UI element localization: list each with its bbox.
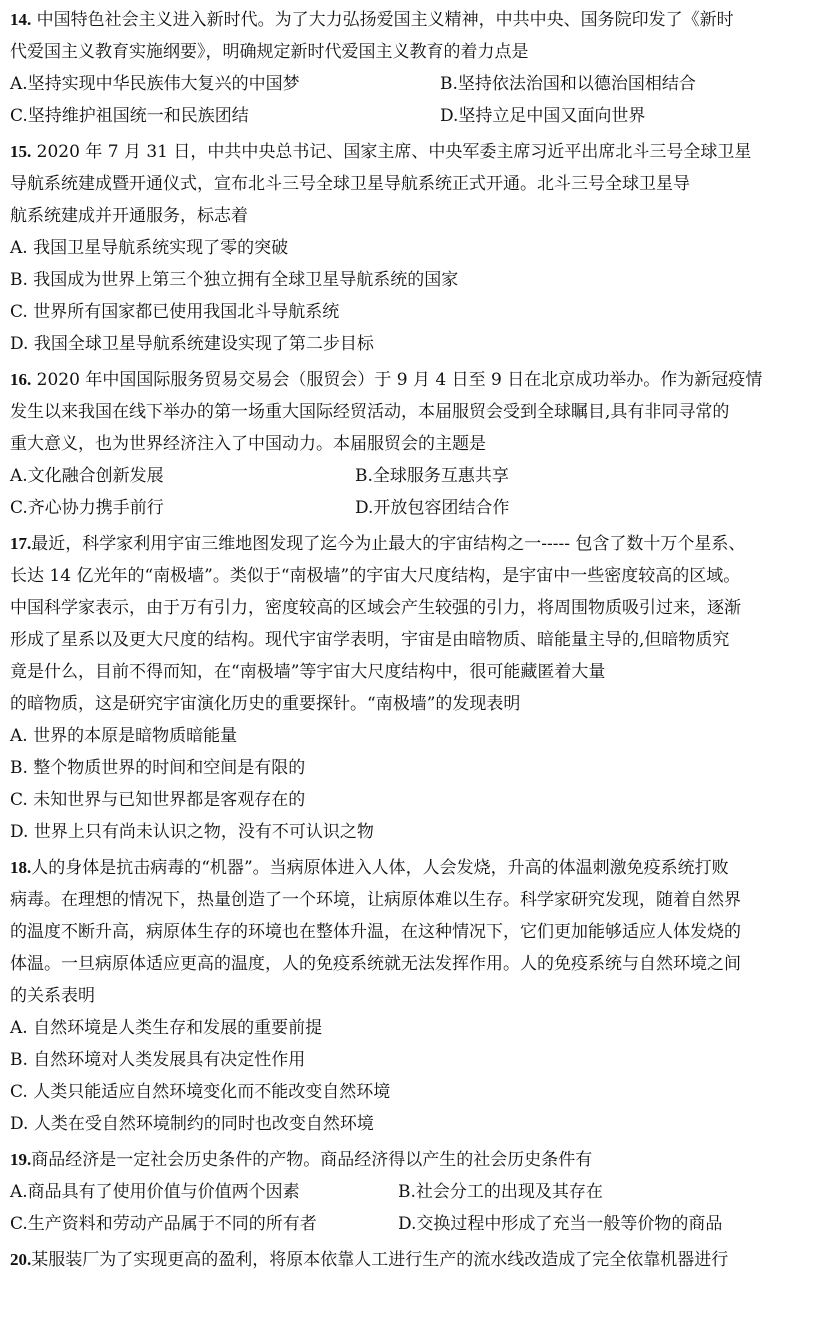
option-b: B.社会分工的出现及其存在	[398, 1182, 603, 1202]
question-text: 商品经济是一定社会历史条件的产物。商品经济得以产生的社会历史条件有	[31, 1150, 593, 1170]
question-line	[10, 852, 808, 884]
question-17	[10, 528, 808, 848]
question-20	[10, 1244, 808, 1276]
question-text: 2020 年中国国际服务贸易交易会（服贸会）于 9 月 4 日至 9 日在北京成功举办。作为新冠疫情	[31, 370, 763, 390]
question-19	[10, 1144, 808, 1240]
question-number: 14.	[10, 10, 32, 29]
question-text: 代爱国主义教育实施纲要》，明确规定新时代爱国主义教育的着力点是	[10, 42, 529, 62]
question-text: 最近，科学家利用宇宙三维地图发现了迄今为止最大的宇宙结构之一----- 包含了数十万个星系、	[31, 534, 746, 554]
option-b: B. 自然环境对人类发展具有决定性作用	[10, 1050, 306, 1070]
question-text: 导航系统建成暨开通仪式，宣布北斗三号全球卫星导航系统正式开通。北斗三号全球卫星导	[10, 174, 690, 194]
question-line	[10, 1144, 808, 1176]
question-text: 体温。一旦病原体适应更高的温度，人的免疫系统就无法发挥作用。人的免疫系统与自然环境之间	[10, 954, 741, 974]
option-c: C. 世界所有国家都已使用我国北斗导航系统	[10, 302, 340, 322]
question-number: 17.	[10, 534, 32, 553]
option-c: C.坚持维护祖国统一和民族团结	[10, 106, 249, 126]
option-row	[10, 68, 808, 100]
question-number: 16.	[10, 370, 32, 389]
option-a: A.坚持实现中华民族伟大复兴的中国梦	[10, 74, 300, 94]
option-b: B.全球服务互惠共享	[355, 466, 509, 486]
question-number: 20.	[10, 1250, 32, 1269]
question-line	[10, 1244, 808, 1276]
option-d: D. 世界上只有尚未认识之物，没有不可认识之物	[10, 822, 374, 842]
question-text: 重大意义，也为世界经济注入了中国动力。本届服贸会的主题是	[10, 434, 486, 454]
question-text: 2020 年 7 月 31 日，中共中央总书记、国家主席、中央军委主席习近平出席北斗三号全球卫星	[31, 142, 752, 162]
question-text: 的暗物质，这是研究宇宙演化历史的重要探针。“南极墙”的发现表明	[10, 694, 521, 714]
question-text: 航系统建成并开通服务，标志着	[10, 206, 248, 226]
question-number: 19.	[10, 1150, 32, 1169]
question-16	[10, 364, 808, 524]
question-15	[10, 136, 808, 360]
option-b: B. 我国成为世界上第三个独立拥有全球卫星导航系统的国家	[10, 270, 459, 290]
question-text: 中国特色社会主义进入新时代。为了大力弘扬爱国主义精神，中共中央、国务院印发了《新时	[31, 10, 734, 30]
question-text: 长达 14 亿光年的“南极墙”。类似于“南极墙”的宇宙大尺度结构，是宇宙中一些密度较高的区域。	[10, 566, 741, 586]
question-number: 18.	[10, 858, 32, 877]
question-text: 的关系表明	[10, 986, 95, 1006]
option-b: B.坚持依法治国和以德治国相结合	[440, 74, 696, 94]
option-a: A.文化融合创新发展	[10, 466, 164, 486]
question-line	[10, 528, 808, 560]
option-b: B. 整个物质世界的时间和空间是有限的	[10, 758, 306, 778]
option-d: D. 人类在受自然环境制约的同时也改变自然环境	[10, 1114, 374, 1134]
option-row	[10, 492, 808, 524]
question-text: 某服装厂为了实现更高的盈利，将原本依靠人工进行生产的流水线改造成了完全依靠机器进行	[31, 1250, 729, 1270]
question-line	[10, 364, 808, 396]
question-text: 人的身体是抗击病毒的“机器”。当病原体进入人体，人会发烧，升高的体温刺激免疫系统打败	[31, 858, 729, 878]
option-c: C.生产资料和劳动产品属于不同的所有者	[10, 1214, 317, 1234]
option-d: D.开放包容团结合作	[355, 498, 510, 518]
option-row	[10, 100, 808, 132]
question-line	[10, 136, 808, 168]
question-number: 15.	[10, 142, 32, 161]
option-d: D. 我国全球卫星导航系统建设实现了第二步目标	[10, 334, 374, 354]
option-d: D.交换过程中形成了充当一般等价物的商品	[398, 1214, 723, 1234]
question-text: 的温度不断升高，病原体生存的环境也在整体升温，在这种情况下，它们更加能够适应人体发烧的	[10, 922, 741, 942]
question-14	[10, 4, 808, 132]
option-row	[10, 1176, 808, 1208]
question-18	[10, 852, 808, 1140]
option-a: A. 我国卫星导航系统实现了零的突破	[10, 238, 289, 258]
option-row	[10, 1208, 808, 1240]
option-c: C. 未知世界与已知世界都是客观存在的	[10, 790, 306, 810]
question-text: 中国科学家表示，由于万有引力，密度较高的区域会产生较强的引力，将周围物质吸引过来，逐渐	[10, 598, 741, 618]
option-a: A. 自然环境是人类生存和发展的重要前提	[10, 1018, 323, 1038]
option-row	[10, 460, 808, 492]
question-text: 病毒。在理想的情况下，热量创造了一个环境，让病原体难以生存。科学家研究发现，随着自然界	[10, 890, 741, 910]
option-c: C.齐心协力携手前行	[10, 498, 164, 518]
option-d: D.坚持立足中国又面向世界	[440, 106, 646, 126]
option-a: A. 世界的本原是暗物质暗能量	[10, 726, 238, 746]
question-text: 发生以来我国在线下举办的第一场重大国际经贸活动，本届服贸会受到全球瞩目,具有非同寻常的	[10, 402, 730, 422]
question-line	[10, 4, 808, 36]
question-text: 形成了星系以及更大尺度的结构。现代宇宙学表明，宇宙是由暗物质、暗能量主导的,但暗物质究	[10, 630, 730, 650]
question-text: 竟是什么，目前不得而知，在“南极墙”等宇宙大尺度结构中，很可能藏匿着大量	[10, 662, 606, 682]
option-c: C. 人类只能适应自然环境变化而不能改变自然环境	[10, 1082, 391, 1102]
option-a: A.商品具有了使用价值与价值两个因素	[10, 1182, 300, 1202]
